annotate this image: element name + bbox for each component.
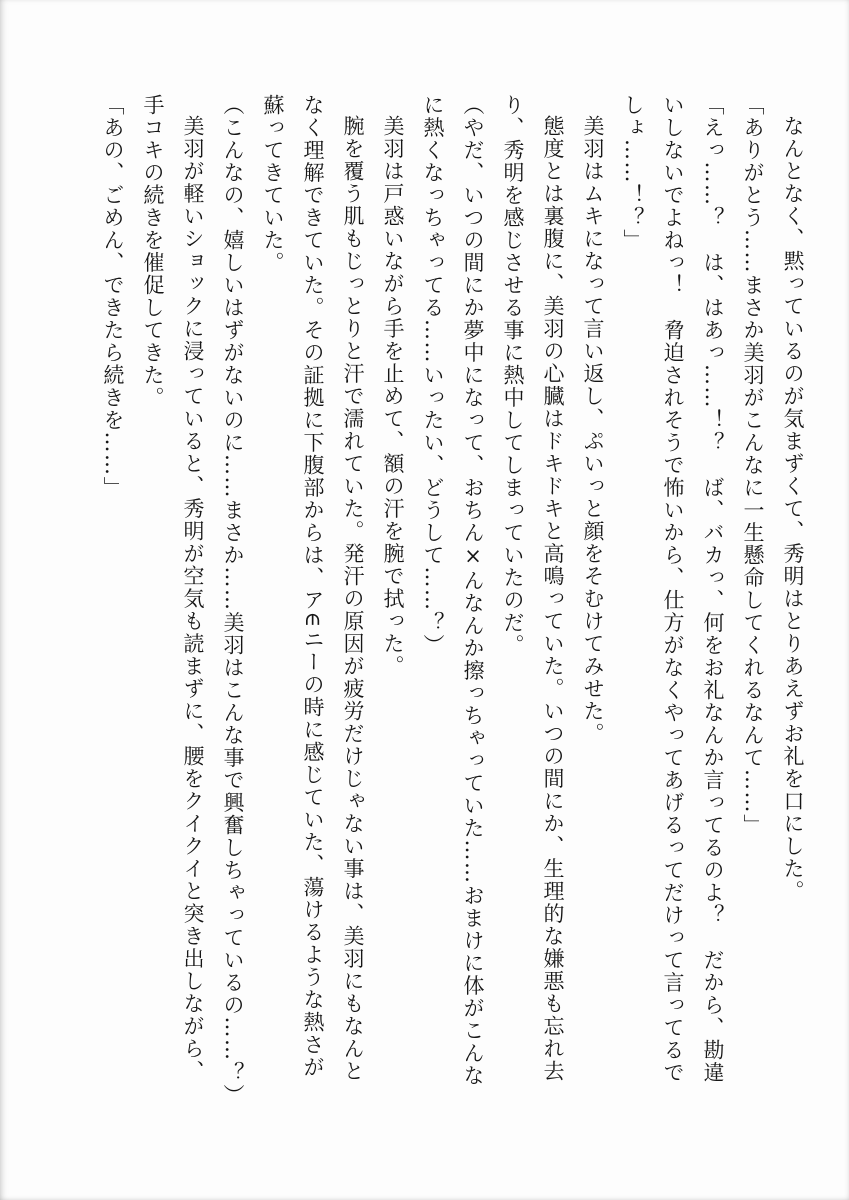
text-line: （やだ、いつの間にか夢中になって、おちん×んなんか擦っちゃっていた……おまけに体がこんな: [461, 94, 485, 1087]
vertical-text-block: [93, 94, 813, 1114]
text-line: り、秀明を感じさせる事に熱中してしまっていたのだ。: [501, 94, 525, 657]
text-line: 手コキの続きを催促してきた。: [141, 94, 165, 409]
text-line: なく理解できていた。その証拠に下腹部からは、ア∈ニーの時に感じていた、蕩けるような熱さが: [301, 94, 325, 1079]
text-line: 「あの、ごめん、できたら続きを……」: [101, 94, 125, 499]
text-line: （こんなの、嬉しいはずがないのに……まさか……美羽はこんな事で興奮しちゃっているの……？）: [221, 94, 245, 1107]
text-line: 蘇ってきていた。: [261, 94, 285, 274]
text-line: 美羽が軽いショックに浸っていると、秀明が空気も読まずに、腰をクイクイと突き出しながら、: [181, 115, 205, 1083]
text-line: 態度とは裏腹に、美羽の心臓はドキドキと高鳴っていた。いつの間にか、生理的な嫌悪も忘れ去: [541, 115, 565, 1083]
text-line: 「ありがとう……まさか美羽がこんなに一生懸命してくれるなんて……」: [741, 94, 765, 837]
text-line: なんとなく、黙っているのが気まずくて、秀明はとりあえずお礼を口にした。: [781, 115, 805, 903]
text-line: しょ……！？」: [621, 94, 645, 252]
text-line: いしないでよねっ！ 脅迫されそうで怖いから、仕方がなくやってあげるってだけって言ってるで: [661, 94, 685, 1084]
text-line: 「えっ……？ は、はあっ……！？ ば、バカっ、何をお礼なんか言ってるのよ？ だから、勘違: [701, 94, 725, 1084]
text-line: 美羽は戸惑いながら手を止めて、額の汗を腕で拭った。: [381, 115, 405, 678]
text-line: に熱くなっちゃってる……いったい、どうして……？）: [421, 94, 445, 657]
text-line: 腕を覆う肌もじっとりと汗で濡れていた。発汗の原因が疲労だけじゃない事は、美羽にもなんと: [341, 115, 365, 1083]
text-line: 美羽はムキになって言い返し、ぷいっと顔をそむけてみせた。: [581, 115, 605, 745]
